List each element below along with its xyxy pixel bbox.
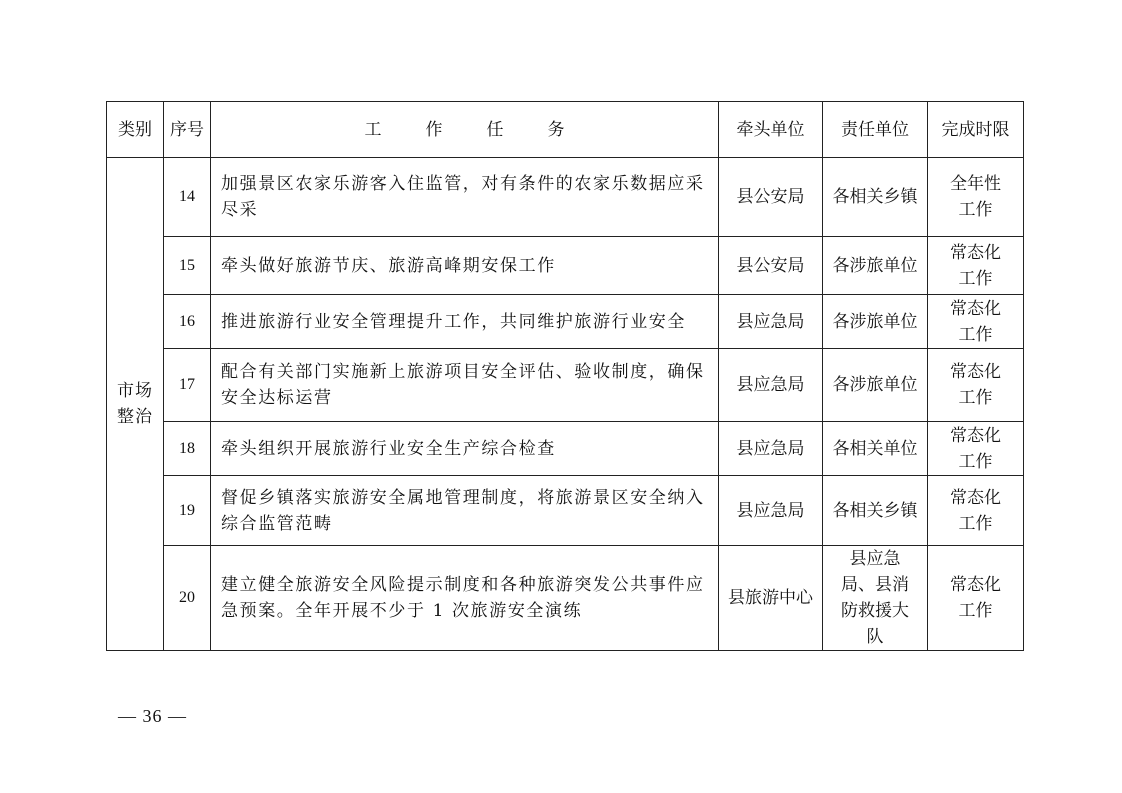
row-deadline-text: 常态化工作 — [950, 487, 1001, 534]
header-lead: 牵头单位 — [719, 102, 823, 158]
header-row — [107, 102, 1024, 158]
category-cell — [107, 158, 164, 651]
row-deadline — [928, 546, 1024, 651]
row-task: 牵头做好旅游节庆、旅游高峰期安保工作 — [211, 237, 719, 295]
header-responsible: 责任单位 — [823, 102, 928, 158]
row-number: 18 — [164, 422, 211, 476]
header-task-char: 务 — [547, 119, 565, 140]
header-task — [211, 102, 719, 158]
row-deadline-text: 常态化工作 — [950, 362, 1001, 408]
row-task: 推进旅游行业安全管理提升工作，共同维护旅游行业安全 — [211, 295, 719, 349]
row-lead: 县公安局 — [719, 237, 823, 295]
row-deadline-text: 常态化工作 — [950, 298, 1001, 345]
row-responsible: 各相关乡镇 — [823, 476, 928, 546]
row-responsible-text: 县应急局、县消防救援大队 — [841, 549, 909, 647]
row-lead: 县公安局 — [719, 158, 823, 237]
header-number: 序号 — [164, 102, 211, 158]
table-row — [107, 349, 1024, 422]
row-deadline-text: 常态化工作 — [950, 575, 1001, 621]
row-responsible: 各涉旅单位 — [823, 295, 928, 349]
row-deadline — [928, 422, 1024, 476]
table-row — [107, 295, 1024, 349]
task-table — [106, 101, 1024, 651]
table-row — [107, 546, 1024, 651]
table-row — [107, 158, 1024, 237]
category-label: 市场整治 — [117, 381, 153, 427]
header-category: 类别 — [107, 102, 164, 158]
page-number: — 36 — — [118, 706, 187, 726]
row-number: 14 — [164, 158, 211, 237]
row-deadline — [928, 158, 1024, 237]
table-row — [107, 237, 1024, 295]
row-task: 督促乡镇落实旅游安全属地管理制度，将旅游景区安全纳入综合监管范畴 — [211, 476, 719, 546]
header-task-char: 作 — [425, 119, 443, 140]
row-responsible: 各相关乡镇 — [823, 158, 928, 237]
row-number: 19 — [164, 476, 211, 546]
table-row — [107, 476, 1024, 546]
row-number: 16 — [164, 295, 211, 349]
header-deadline: 完成时限 — [928, 102, 1024, 158]
row-deadline-text: 常态化工作 — [950, 425, 1001, 472]
header-task-char: 工 — [364, 119, 382, 140]
row-deadline — [928, 476, 1024, 546]
row-number: 17 — [164, 349, 211, 422]
row-lead: 县旅游中心 — [719, 546, 823, 651]
row-deadline — [928, 237, 1024, 295]
row-deadline-text: 全年性工作 — [950, 174, 1001, 220]
row-responsible: 各相关单位 — [823, 422, 928, 476]
row-lead: 县应急局 — [719, 295, 823, 349]
row-number: 15 — [164, 237, 211, 295]
row-deadline-text: 常态化工作 — [950, 242, 1001, 289]
row-responsible: 各涉旅单位 — [823, 349, 928, 422]
row-responsible: 各涉旅单位 — [823, 237, 928, 295]
row-number: 20 — [164, 546, 211, 651]
row-task: 牵头组织开展旅游行业安全生产综合检查 — [211, 422, 719, 476]
row-deadline — [928, 295, 1024, 349]
row-lead: 县应急局 — [719, 422, 823, 476]
row-task: 配合有关部门实施新上旅游项目安全评估、验收制度，确保安全达标运营 — [211, 349, 719, 422]
row-lead: 县应急局 — [719, 349, 823, 422]
row-responsible — [823, 546, 928, 651]
row-task: 加强景区农家乐游客入住监管，对有条件的农家乐数据应采尽采 — [211, 158, 719, 237]
row-task: 建立健全旅游安全风险提示制度和各种旅游突发公共事件应急预案。全年开展不少于 1 次旅游安全演练 — [211, 546, 719, 651]
table-row — [107, 422, 1024, 476]
row-lead: 县应急局 — [719, 476, 823, 546]
row-deadline — [928, 349, 1024, 422]
header-task-char: 任 — [486, 119, 504, 140]
